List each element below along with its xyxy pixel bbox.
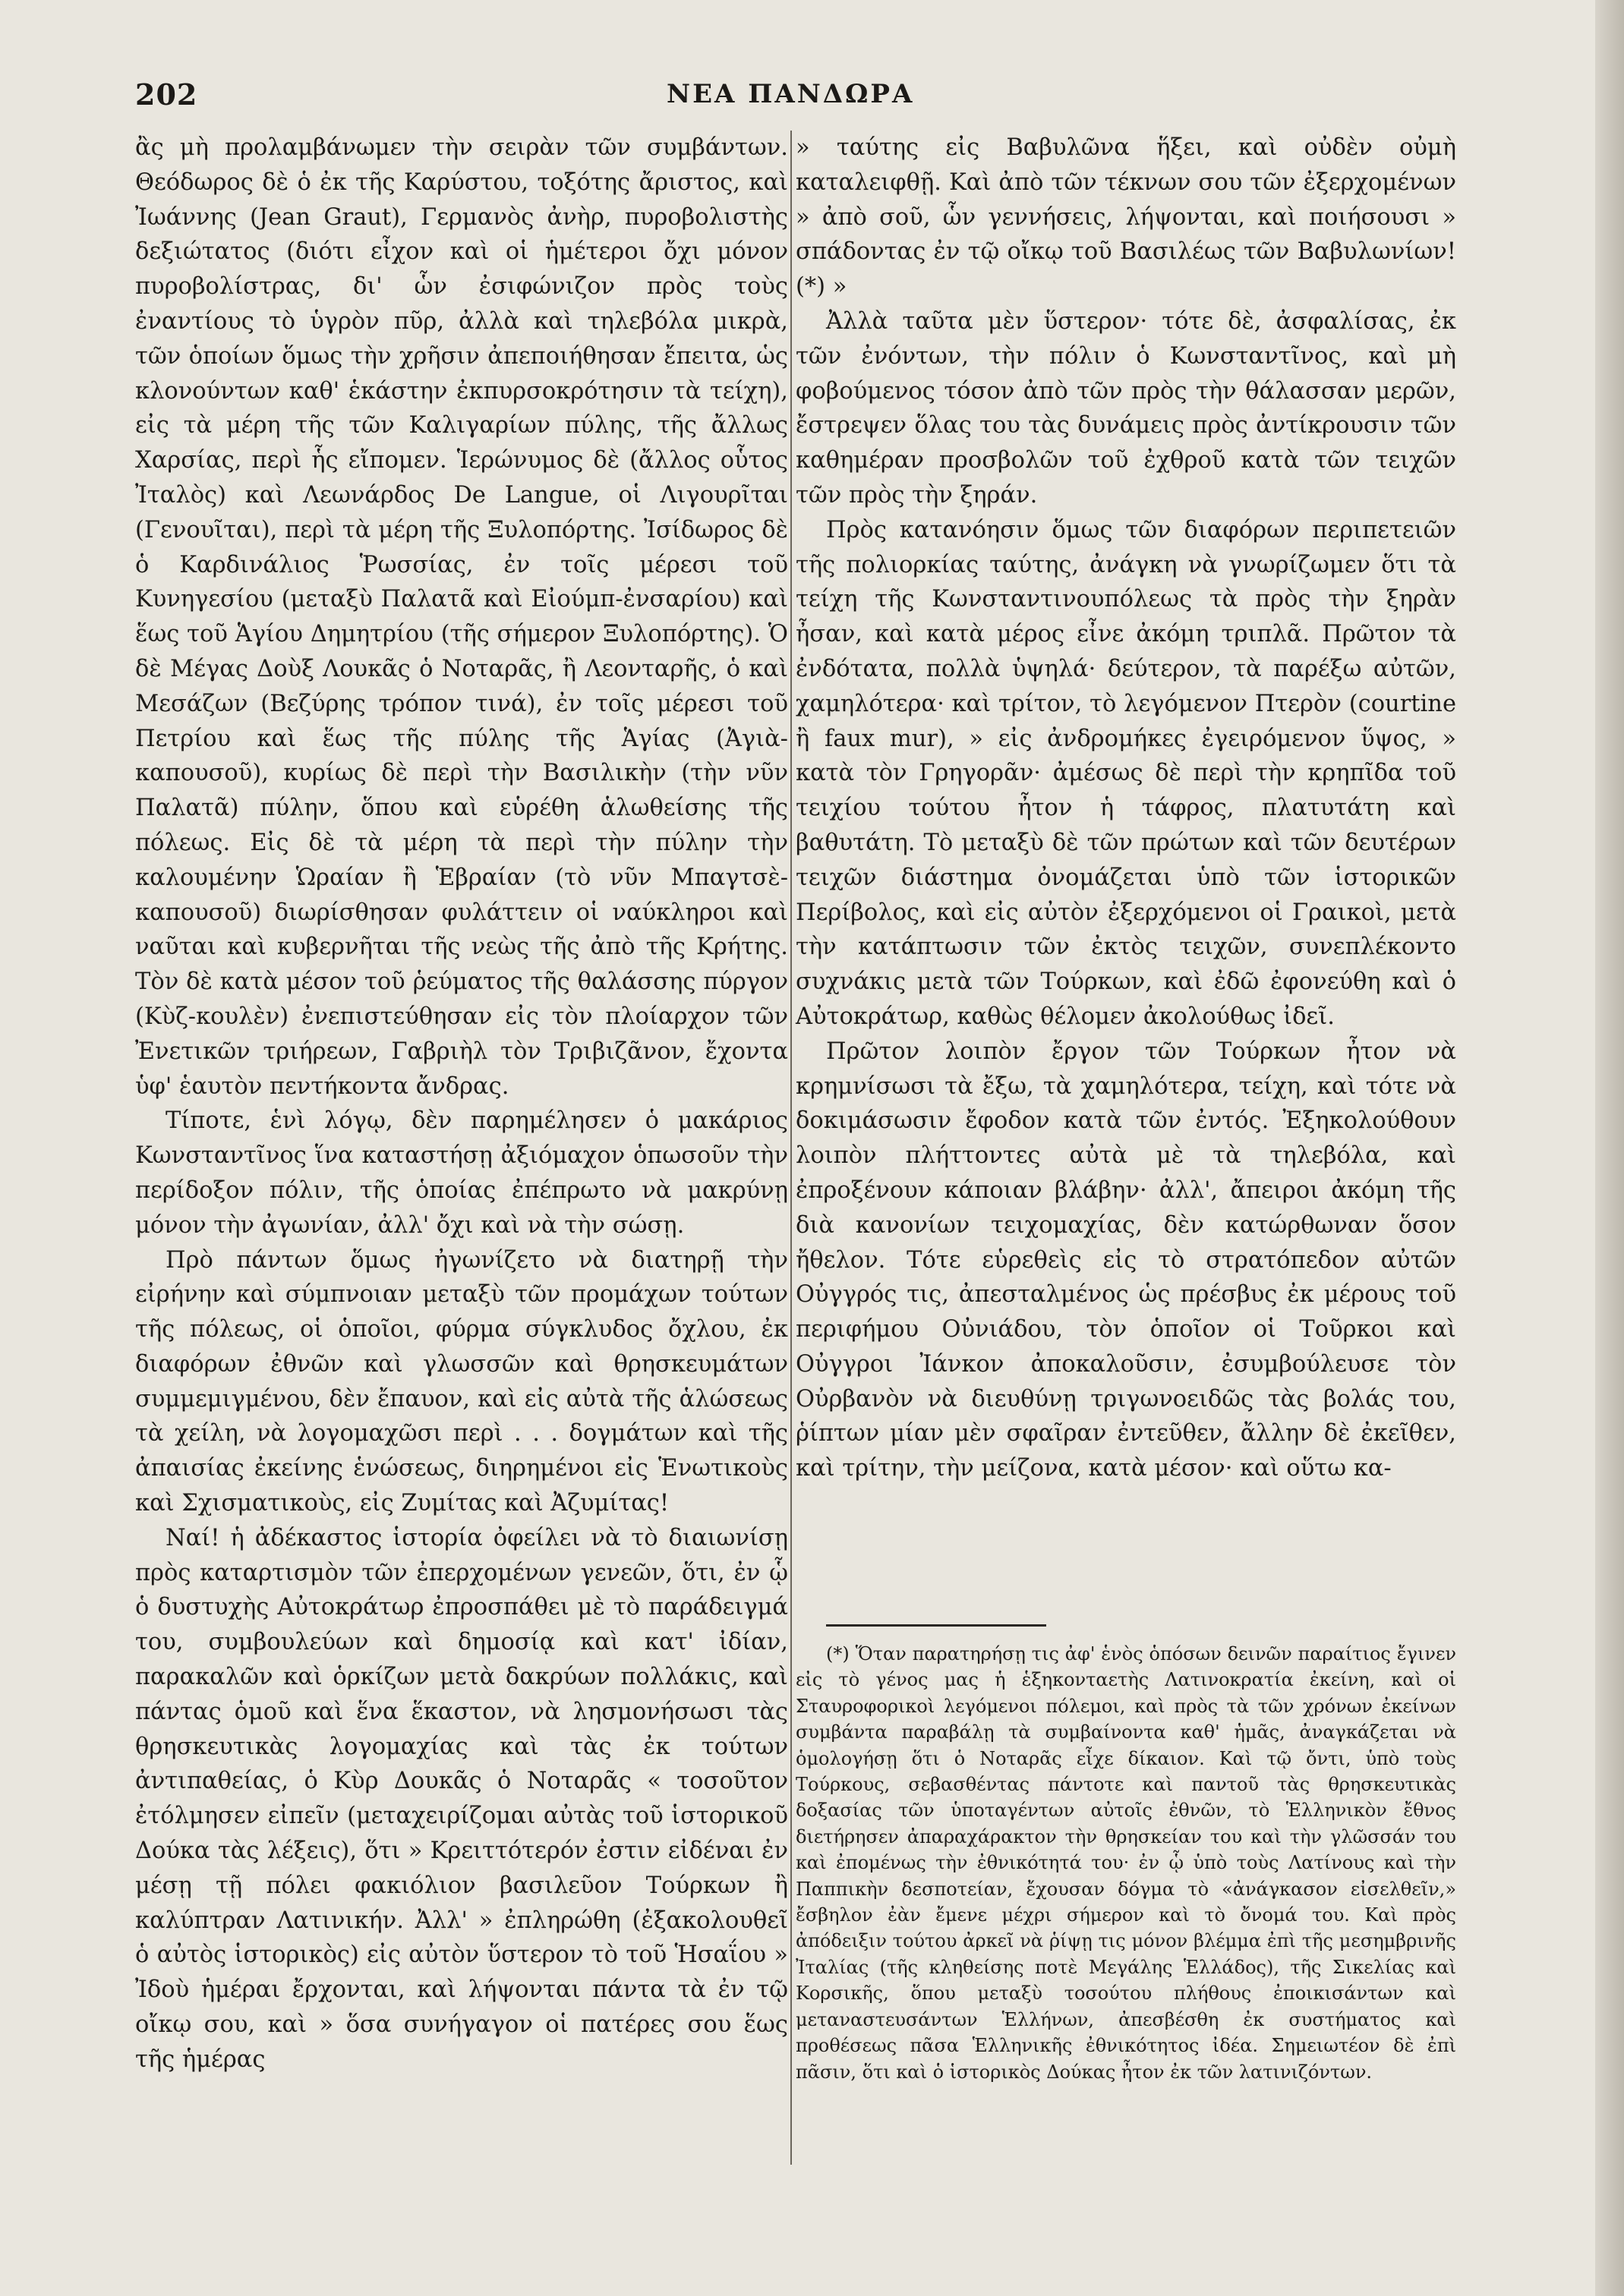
page-edge-shadow: [1595, 0, 1624, 2296]
footnote-text: (*) Ὅταν παρατηρήσῃ τις ἀφ' ἑνὸς ὁπόσων δεινῶν παραίτιος ἔγινεν εἰς τὸ γένος μας ἡ ἑξηκονταετὴς Λατινοκρατία ἐκείνη, καὶ οἱ Σταυροφορικοὶ λεγόμενοι πόλεμοι, καὶ πρὸς τὰ τῶν χρόνων ἐκείνων συμβάντα παραβάλῃ τὰ συμβαίνοντα καθ' ἡμᾶς, ἀναγκάζεται νὰ ὁμολογήσῃ ὅτι ὁ Νοταρᾶς εἶχε δίκαιον. Καὶ τῷ ὄντι, ὑπὸ τοὺς Τούρκους, σεβασθέντας πάντοτε καὶ παντοῦ τὰς θρησκευτικὰς δοξασίας τῶν ὑποταγέντων αὐτοῖς ἐθνῶν, τὸ Ἑλληνικὸν ἔθνος διετήρησεν ἀπαραχάρακτον τὴν θρησκείαν του καὶ τὴν γλῶσσάν του καὶ ἐπομένως τὴν ἐθνικότητά του· ἐν ᾧ ὑπὸ τοὺς Λατίνους καὶ τὴν Παππικὴν δεσποτείαν, ἔχουσαν δόγμα τὸ «ἀνάγκασον εἰσελθεῖν,» ἔσβηλον ἐὰν ἔμενε μέχρι σήμερον καὶ τὸ ὄνομά του. Καὶ πρὸς ἀπόδειξιν τούτου ἀρκεῖ νὰ ῥίψῃ τις μόνον βλέμμα ἐπὶ τῆς μεσημβρινῆς Ἰταλίας (τῆς κληθείσης ποτὲ Μεγάλης Ἑλλάδος), τῆς Σικελίας καὶ Κορσικῆς, ὅπου μεταξὺ τοσούτου πλήθους ἐποικισάντων καὶ μεταναστευσάντων Ἑλλήνων, ἀπεσβέσθη ἐκ συστήματος καὶ προθέσεως πᾶσα Ἑλληνικῆς ἐθνικότητος ἰδέα. Σημειωτέον δὲ ἐπὶ πᾶσιν, ὅτι καὶ ὁ ἱστορικὸς Δούκας ἦτον ἐκ τῶν λατινιζόντων.: [796, 1643, 1456, 2083]
right-paragraph-3: Πρὸς κατανόησιν ὅμως τῶν διαφόρων περιπετειῶν τῆς πολιορκίας ταύτης, ἀνάγκη νὰ γνωρίζωμεν ὅτι τὰ τείχη τῆς Κωνσταντινουπόλεως τὰ πρὸς τὴν ξηρὰν ἦσαν, καὶ κατὰ μέρος εἶνε ἀκόμη τριπλᾶ. Πρῶτον τὰ ἐνδότατα, πολλὰ ὑψηλά· δεύτερον, τὰ παρέξω αὐτῶν, χαμηλότερα· καὶ τρίτον, τὸ λεγόμενον Πτερὸν (courtine ἢ faux mur), » εἰς ἀνδρομήκες ἐγειρόμενον ὕψος, » κατὰ τὸν Γρηγορᾶν· ἀμέσως δὲ περὶ τὴν κρηπῖδα τοῦ τειχίου τούτου ἦτον ἡ τάφρος, πλατυτάτη καὶ βαθυτάτη. Τὸ μεταξὺ δὲ τῶν πρώτων καὶ τῶν δευτέρων τειχῶν διάστημα ὀνομάζεται ὑπὸ τῶν ἱστορικῶν Περίβολος, καὶ εἰς αὐτὸν ἐξερχόμενοι οἱ Γραικοὶ, μετὰ τὴν κατάπτωσιν τῶν ἐκτὸς τειχῶν, συνεπλέκοντο συχνάκις μετὰ τῶν Τούρκων, καὶ ἐδῶ ἐφονεύθη καὶ ὁ Αὐτοκράτωρ, καθὼς θέλομεν ἀκολούθως ἰδεῖ.: [796, 516, 1456, 1030]
left-paragraph-2: Τίποτε, ἑνὶ λόγῳ, δὲν παρημέλησεν ὁ μακάριος Κωνσταντῖνος ἵνα καταστήσῃ ἀξιόμαχον ὁπωσοῦν τὴν περίδοξον πόλιν, τῆς ὁποίας ἐπέπρωτο νὰ μακρύνῃ μόνον τὴν ἀγωνίαν, ἀλλ' ὄχι καὶ νὰ τὴν σώσῃ.: [135, 1107, 788, 1239]
column-divider: [790, 131, 792, 2165]
running-title: ΝΕΑ ΠΑΝΔΩΡΑ: [667, 79, 915, 109]
page-number: 202: [135, 77, 198, 112]
left-paragraph-4: Ναί! ἡ ἀδέκαστος ἱστορία ὀφείλει νὰ τὸ διαιωνίσῃ πρὸς καταρτισμὸν τῶν ἐπερχομένων γενεῶν, ὅτι, ἐν ᾧ ὁ δυστυχὴς Αὐτοκράτωρ ἐπροσπάθει μὲ τὸ παράδειγμά του, συμβουλεύων καὶ δημοσίᾳ καὶ κατ' ἰδίαν, παρακαλῶν καὶ ὁρκίζων μετὰ δακρύων πολλάκις, καὶ πάντας ὁμοῦ καὶ ἕνα ἕκαστον, νὰ λησμονήσωσι τὰς θρησκευτικὰς λογομαχίας καὶ τὰς ἐκ τούτων ἀντιπαθείας, ὁ Κὺρ Δουκᾶς ὁ Νοταρᾶς « τοσοῦτον ἐτόλμησεν εἰπεῖν (μεταχειρίζομαι αὐτὰς τοῦ ἱστορικοῦ Δούκα τὰς λέξεις), ὅτι » Κρειττότερόν ἐστιν εἰδέναι ἐν μέσῃ τῇ πόλει φακιόλιον βασιλεῦον Τούρκων ἢ καλύπτραν Λατινικήν. Ἀλλ' » ἐπληρώθη (ἐξακολουθεῖ ὁ αὐτὸς ἱστορικὸς) εἰς αὐτὸν ὕστερον τὸ τοῦ Ἡσαΐου » Ἰδοὺ ἡμέραι ἔρχονται, καὶ λήψονται πάντα τὰ ἐν τῷ οἴκῳ σου, καὶ » ὅσα συνήγαγον οἱ πατέρες σου ἕως τῆς ἡμέρας: [135, 1524, 788, 2073]
footnote-rule: [826, 1624, 1046, 1627]
footnote: [796, 1641, 1456, 2085]
left-paragraph-3: Πρὸ πάντων ὅμως ἠγωνίζετο νὰ διατηρῇ τὴν εἰρήνην καὶ σύμπνοιαν μεταξὺ τῶν προμάχων τούτων τῆς πόλεως, οἱ ὁποῖοι, φύρμα σύγκλυδος ὄχλου, ἐκ διαφόρων ἐθνῶν καὶ γλωσσῶν καὶ θρησκευμάτων συμμεμιγμένου, δὲν ἔπαυον, καὶ εἰς αὐτὰ τῆς ἁλώσεως τὰ χείλη, νὰ λογομαχῶσι περὶ . . . δογμάτων καὶ τῆς ἀπαισίας ἐκείνης ἑνώσεως, διηρημένοι εἰς Ἑνωτικοὺς καὶ Σχισματικοὺς, εἰς Ζυμίτας καὶ Ἀζυμίτας!: [135, 1246, 788, 1517]
right-paragraph-1: » ταύτης εἰς Βαβυλῶνα ἥξει, καὶ οὐδὲν οὐμὴ καταλειφθῇ. Καὶ ἀπὸ τῶν τέκνων σου τῶν ἐξερχομένων » ἀπὸ σοῦ, ὧν γεννήσεις, λήψονται, καὶ ποιήσουσι » σπάδοντας ἐν τῷ οἴκῳ τοῦ Βασιλέως τῶν Βαβυλωνίων! (*) »: [796, 134, 1456, 301]
left-paragraph-1: ἂς μὴ προλαμβάνωμεν τὴν σειρὰν τῶν συμβάντων. Θεόδωρος δὲ ὁ ἐκ τῆς Καρύστου, τοξότης ἄριστος, καὶ Ἰωάννης (Jean Graut), Γερμανὸς ἀνὴρ, πυροβολιστὴς δεξιώτατος (διότι εἶχον καὶ οἱ ἡμέτεροι ὄχι μόνον πυροβολίστρας, δι' ὧν ἐσιφώνιζον πρὸς τοὺς ἐναντίους τὸ ὑγρὸν πῦρ, ἀλλὰ καὶ τηλεβόλα μικρὰ, τῶν ὁποίων ὅμως τὴν χρῆσιν ἀπεποιήθησαν ἔπειτα, ὡς κλονούντων καθ' ἑκάστην ἐκπυρσοκρότησιν τὰ τείχη), εἰς τὰ μέρη τῆς τῶν Καλιγαρίων πύλης, τῆς ἄλλως Χαρσίας, περὶ ἧς εἴπομεν. Ἱερώνυμος δὲ (ἄλλος οὗτος Ἰταλὸς) καὶ Λεωνάρδος De Langue, οἱ Λιγουρῖται (Γενουῖται), περὶ τὰ μέρη τῆς Ξυλοπόρτης. Ἰσίδωρος δὲ ὁ Καρδινάλιος Ῥωσσίας, ἐν τοῖς μέρεσι τοῦ Κυνηγεσίου (μεταξὺ Παλατᾶ καὶ Εἰούμπ-ἐνσαρίου) καὶ ἕως τοῦ Ἁγίου Δημητρίου (τῆς σήμερον Ξυλοπόρτης). Ὁ δὲ Μέγας Δοὺξ Λουκᾶς ὁ Νοταρᾶς, ἢ Λεονταρῆς, ὁ καὶ Μεσάζων (Βεζύρης τρόπον τινά), ἐν τοῖς μέρεσι τοῦ Πετρίου καὶ ἕως τῆς πύλης τῆς Ἁγίας (Ἀγιὰ-καπουσοῦ), κυρίως δὲ περὶ τὴν Βασιλικὴν (τὴν νῦν Παλατᾶ) πύλην, ὅπου καὶ εὑρέθη ἁλωθείσης τῆς πόλεως. Εἰς δὲ τὰ μέρη τὰ περὶ τὴν πύλην τὴν καλουμένην Ὡραίαν ἢ Ἑβραίαν (τὸ νῦν Μπαγτσὲ-καπουσοῦ) διωρίσθησαν φυλάττειν οἱ ναύκληροι καὶ ναῦται καὶ κυβερνῆται τῆς νεὼς τῆς ἀπὸ τῆς Κρήτης. Τὸν δὲ κατὰ μέσον τοῦ ῥεύματος τῆς θαλάσσης πύργον (Κὺζ-κουλὲν) ἐνεπιστεύθησαν εἰς τὸν πλοίαρχον τῶν Ἐνετικῶν τριήρεων, Γαβριὴλ τὸν Τριβιζᾶνον, ἔχοντα ὑφ' ἑαυτὸν πεντήκοντα ἄνδρας.: [135, 134, 788, 1100]
right-paragraph-4: Πρῶτον λοιπὸν ἔργον τῶν Τούρκων ἦτον νὰ κρημνίσωσι τὰ ἔξω, τὰ χαμηλότερα, τείχη, καὶ τότε νὰ δοκιμάσωσιν ἔφοδον κατὰ τῶν ἐντός. Ἐξηκολούθουν λοιπὸν πλήττοντες αὐτὰ μὲ τὰ τηλεβόλα, καὶ ἐπροξένουν κάποιαν βλάβην· ἀλλ', ἄπειροι ἀκόμη τῆς διὰ κανονίων τειχομαχίας, δὲν κατώρθωναν ὅσον ἤθελον. Τότε εὑρεθεὶς εἰς τὸ στρατόπεδον αὐτῶν Οὐγγρός τις, ἀπεσταλμένος ὡς πρέσβυς ἐκ μέρους τοῦ περιφήμου Οὐνιάδου, τὸν ὁποῖον οἱ Τοῦρκοι καὶ Οὐγγροι Ἰάνκον ἀποκαλοῦσιν, ἐσυμβούλευσε τὸν Οὐρβανὸν νὰ διευθύνῃ τριγωνοειδῶς τὰς βολάς του, ῥίπτων μίαν μὲν σφαῖραν ἐντεῦθεν, ἄλλην δὲ ἐκεῖθεν, καὶ τρίτην, τὴν μείζονα, κατὰ μέσον· καὶ οὕτω κα-: [796, 1038, 1456, 1482]
left-column: [135, 131, 788, 2218]
page-header: [135, 74, 1585, 121]
right-paragraph-2: Ἀλλὰ ταῦτα μὲν ὕστερον· τότε δὲ, ἀσφαλίσας, ἐκ τῶν ἐνόντων, τὴν πόλιν ὁ Κωνσταντῖνος, καὶ μὴ φοβούμενος τόσον ἀπὸ τῶν πρὸς τὴν θάλασσαν μερῶν, ἔστρεψεν ὅλας του τὰς δυνάμεις πρὸς ἀντίκρουσιν τῶν καθημέραν προσβολῶν τοῦ ἐχθροῦ κατὰ τῶν τειχῶν τῶν πρὸς τὴν ξηράν.: [796, 307, 1456, 509]
